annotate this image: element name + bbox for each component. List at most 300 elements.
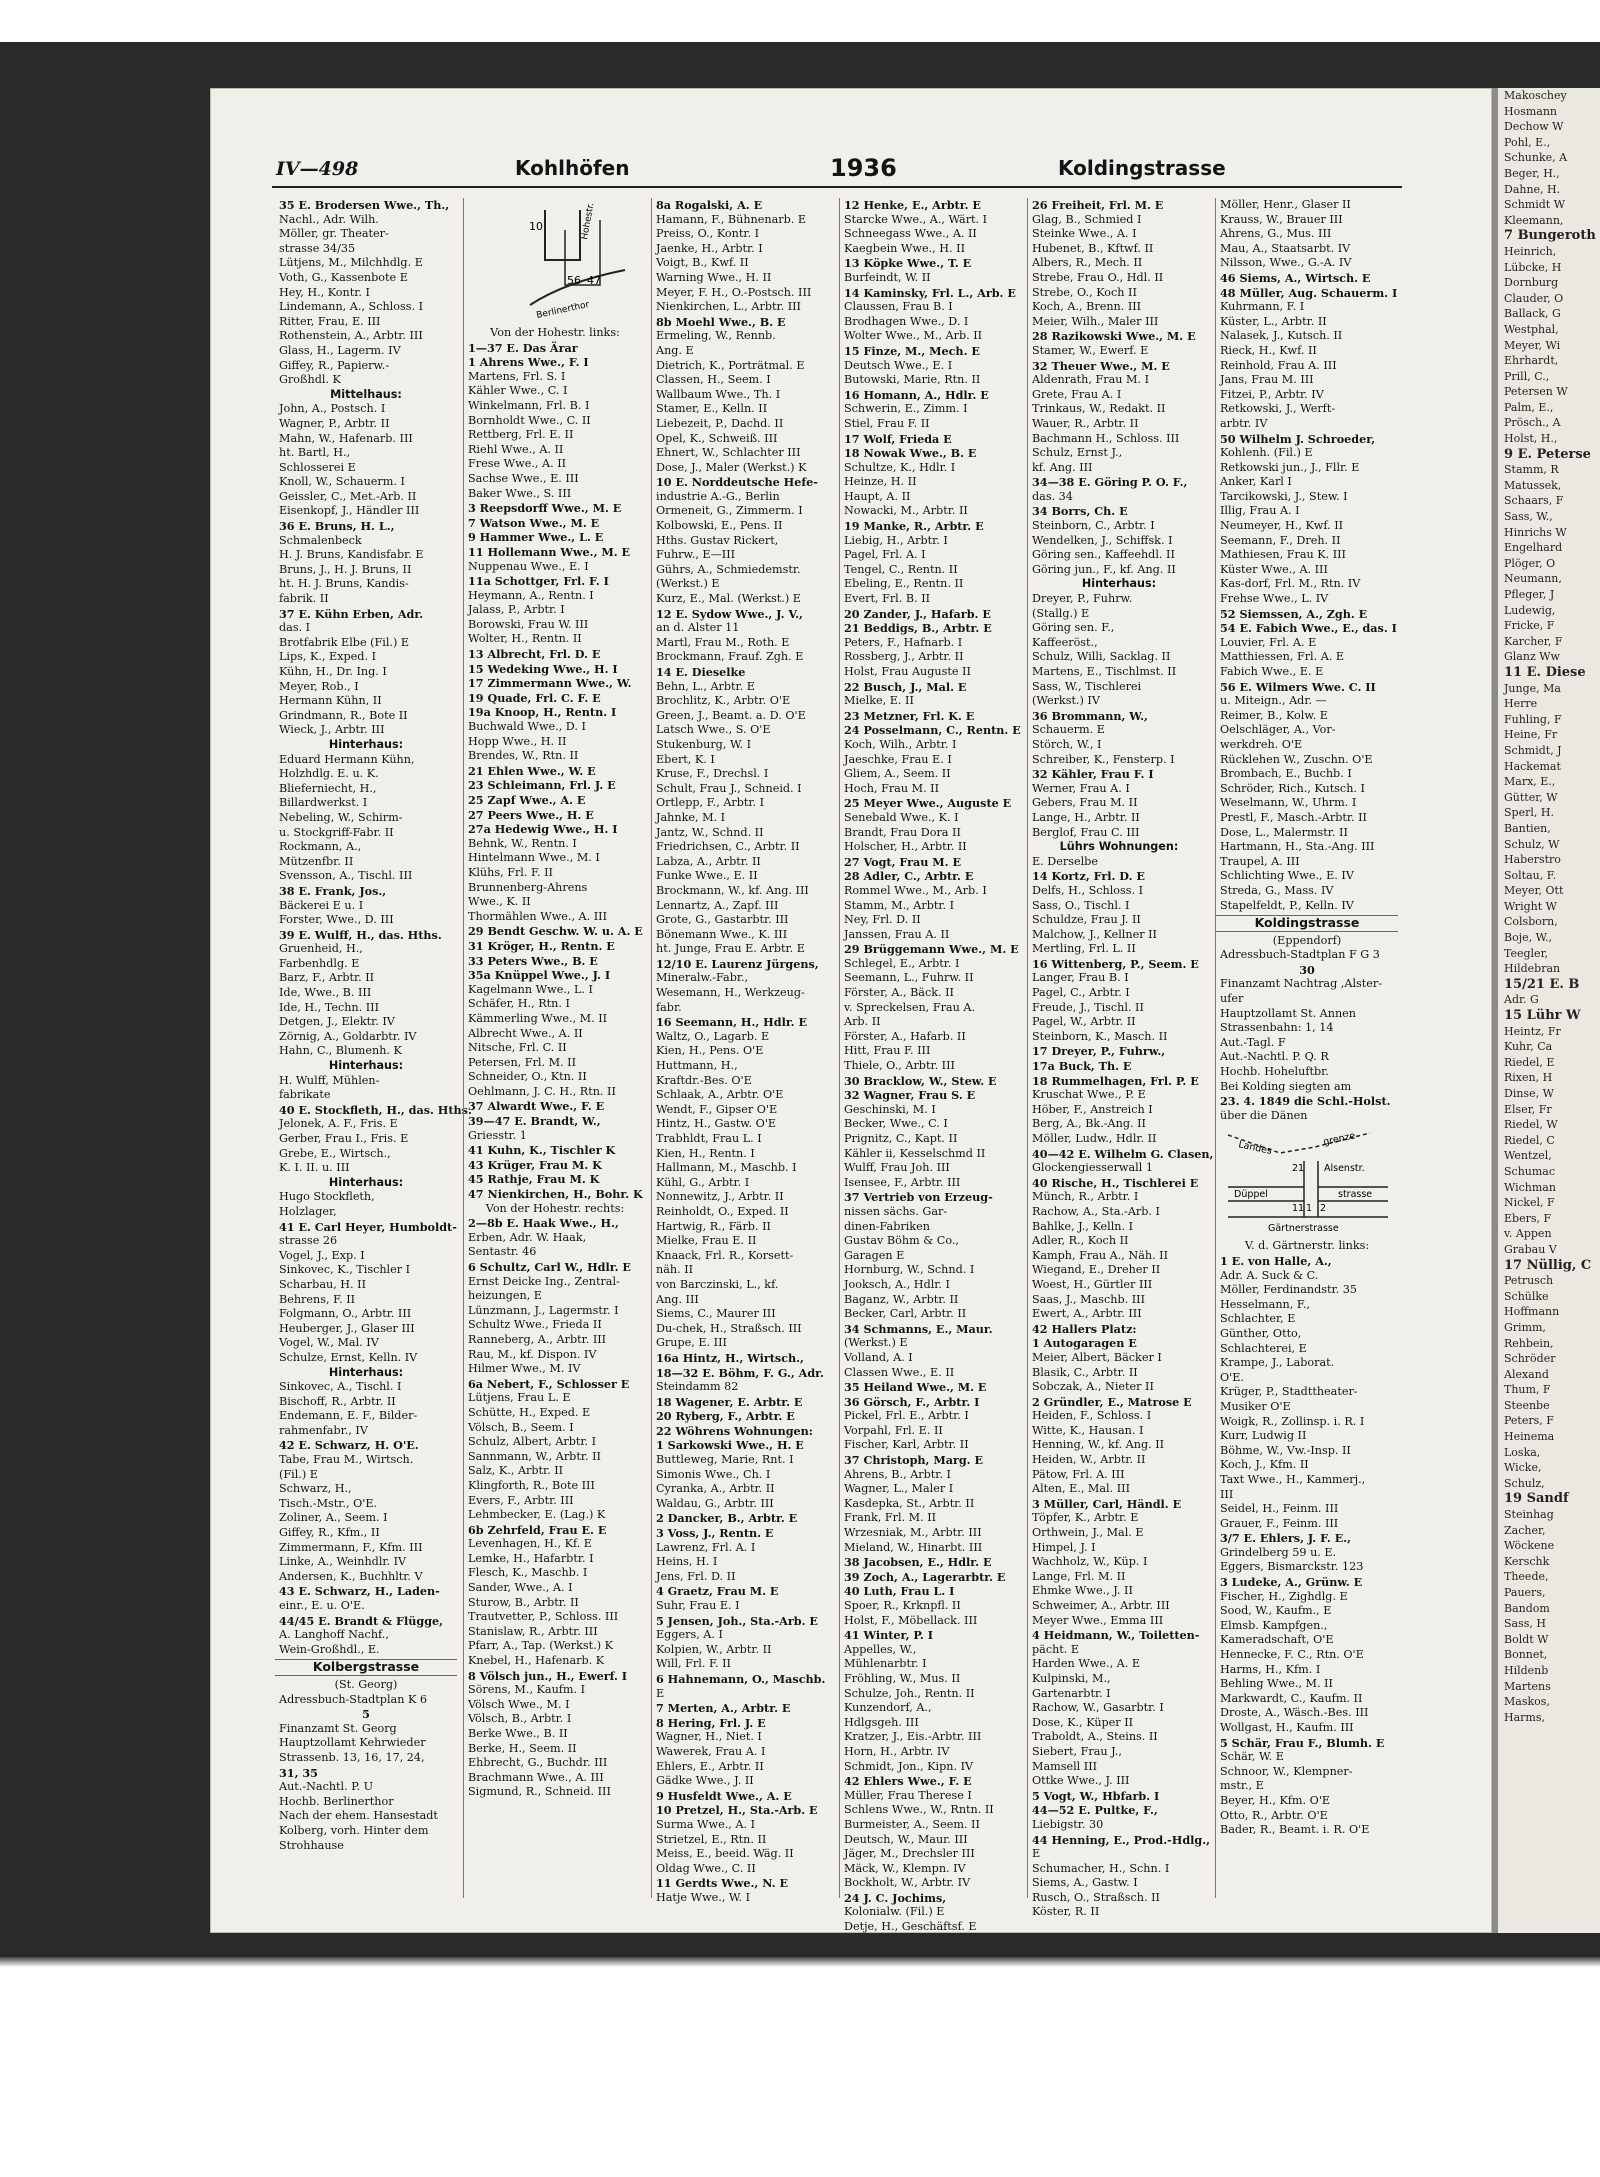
column-3 xyxy=(651,198,834,1904)
directory-entry: Ebert, K. I xyxy=(656,752,715,766)
directory-entry: 16a Hintz, H., Wirtsch., xyxy=(656,1350,804,1365)
directory-entry: Holst, Frau Auguste II xyxy=(844,665,971,678)
directory-entry: 7 Merten, A., Arbtr. E xyxy=(656,1701,791,1716)
directory-entry: Mathiesen, Frau K. III xyxy=(1220,548,1346,562)
directory-entry: 39 Zoch, A., Lagerarbtr. E xyxy=(844,1569,1006,1584)
street-heading: Koldingstrasse xyxy=(1216,915,1398,932)
directory-entry: 7 Watson Wwe., M. E xyxy=(468,515,600,530)
directory-entry: 35a Knüppel Wwe., J. I xyxy=(468,968,611,983)
directory-entry: Störch, W., I xyxy=(1032,737,1102,751)
directory-entry: Eggers, A. I xyxy=(656,1628,723,1642)
facing-page-entry: Lübcke, H xyxy=(1504,260,1562,274)
facing-page-entry: Dornburg xyxy=(1504,276,1559,290)
facing-page-entry: Colsborn, xyxy=(1504,915,1558,929)
directory-entry: 35 Heiland Wwe., M. E xyxy=(844,1380,987,1395)
directory-entry: Kähler ii, Kesselschmd II xyxy=(844,1146,986,1160)
directory-entry: Dose, L., Malermstr. II xyxy=(1220,825,1348,839)
directory-entry: Vogel, J., Exp. I xyxy=(279,1248,365,1262)
directory-entry: Levenhagen, H., Kf. E xyxy=(468,1537,592,1551)
directory-entry: 3/7 E. Ehlers, J. F. E., xyxy=(1220,1531,1352,1546)
directory-entry: Labza, A., Arbtr. II xyxy=(656,854,761,868)
directory-entry: 21 Ehlen Wwe., W. E xyxy=(468,763,596,778)
directory-entry: Droste, A., Wäsch.-Bes. III xyxy=(1220,1706,1369,1720)
directory-entry: Ehmke Wwe., J. II xyxy=(1032,1584,1133,1598)
directory-entry: Janssen, Frau A. II xyxy=(844,927,950,941)
directory-entry: 54 E. Fabich Wwe., E., das. I xyxy=(1220,621,1397,636)
directory-entry: Holscher, H., Arbtr. II xyxy=(844,840,967,854)
directory-entry: Schneider, O., Ktn. II xyxy=(468,1070,587,1084)
directory-entry: 17a Buck, Th. E xyxy=(1032,1059,1132,1074)
directory-entry: Rücklehen W., Zuschn. O'E xyxy=(1220,752,1373,766)
directory-entry: Geissler, C., Met.-Arb. II xyxy=(279,489,417,503)
facing-page-entry: Nickel, F xyxy=(1504,1196,1555,1210)
directory-entry: Delfs, H., Schloss. I xyxy=(1032,883,1144,897)
directory-entry: 43 Krüger, Frau M. K xyxy=(468,1157,602,1172)
directory-entry: Glass, H., Lagerm. IV xyxy=(279,343,401,357)
directory-entry: Eggers, Bismarckstr. 123 xyxy=(1220,1560,1364,1574)
directory-entry: Mittelhaus: xyxy=(330,387,402,401)
directory-entry: Rieck, H., Kwf. II xyxy=(1220,343,1317,357)
directory-entry: Thiele, O., Arbtr. III xyxy=(844,1059,955,1073)
directory-entry: Pfarr, A., Tap. (Werkst.) K xyxy=(468,1639,613,1653)
directory-entry: Martens, Frl. S. I xyxy=(468,369,566,383)
directory-entry: Appelles, W., xyxy=(844,1642,917,1656)
directory-entry: Wolter Wwe., M., Arb. II xyxy=(844,329,983,343)
directory-entry: Rommel Wwe., M., Arb. I xyxy=(844,883,987,897)
directory-entry: 39—47 E. Brandt, W., xyxy=(468,1114,601,1129)
directory-entry: Classen Wwe., E. II xyxy=(844,1365,955,1379)
directory-entry: 5 Schär, Frau F., Blumh. E xyxy=(1220,1735,1385,1750)
directory-entry: Burfeindt, W. II xyxy=(844,270,931,284)
map-label: Hohestr. xyxy=(580,201,597,241)
directory-entry: Butowski, Marie, Rtn. II xyxy=(844,373,981,387)
directory-entry: Zoliner, A., Seem. I xyxy=(279,1511,388,1525)
directory-entry: Schuldze, Frau J. II xyxy=(1032,913,1141,927)
directory-entry: Sass, O., Tischl. I xyxy=(1032,898,1130,912)
directory-entry: 18 Wagener, E. Arbtr. E xyxy=(656,1394,803,1409)
directory-entry: Langer, Frau B. I xyxy=(1032,971,1129,985)
directory-entry: Wendelken, J., Schiffsk. I xyxy=(1032,533,1173,547)
directory-entry: 38 Jacobsen, E., Hdlr. E xyxy=(844,1555,992,1570)
facing-page-entry: Hoffmann xyxy=(1504,1305,1560,1319)
directory-entry: Siems, C., Maurer III xyxy=(656,1307,776,1321)
directory-entry: 26 Freiheit, Frl. M. E xyxy=(1032,198,1164,212)
directory-entry: Völsch, B., Seem. I xyxy=(468,1420,574,1434)
directory-entry: Ottke Wwe., J. III xyxy=(1032,1774,1130,1788)
facing-page-entry: Kerschk xyxy=(1504,1554,1550,1568)
facing-page-entry: Schunke, A xyxy=(1504,151,1568,165)
facing-page-entry: Prill, C., xyxy=(1504,369,1550,383)
directory-entry: 16 Wittenberg, P., Seem. E xyxy=(1032,956,1199,971)
directory-entry: Jantz, W., Schnd. II xyxy=(656,825,764,839)
directory-entry: O'E. xyxy=(1220,1370,1244,1384)
directory-entry: Ermeling, W., Rennb. xyxy=(656,329,776,343)
directory-entry: Harms, H., Kfm. I xyxy=(1220,1662,1321,1676)
directory-entry: Farbenhdlg. E xyxy=(279,956,360,970)
directory-entry: Möller, Ferdinandstr. 35 xyxy=(1220,1283,1357,1297)
directory-entry: Stamm, M., Arbtr. I xyxy=(844,898,955,912)
directory-entry: Jäger, M., Drechsler III xyxy=(844,1847,975,1861)
map-label: Alsenstr. xyxy=(1324,1163,1365,1175)
directory-entry: Brochlitz, K., Arbtr. O'E xyxy=(656,694,791,708)
directory-entry: 28 Razikowski Wwe., M. E xyxy=(1032,329,1196,344)
directory-entry: Ang. III xyxy=(656,1292,699,1306)
directory-entry: 37 E. Kühn Erben, Adr. xyxy=(279,606,424,621)
directory-entry: Nilsson, Wwe., G.-A. IV xyxy=(1220,256,1352,270)
directory-entry: Kien, H., Pens. O'E xyxy=(656,1044,764,1058)
right-street-title: Koldingstrasse xyxy=(1058,156,1226,180)
directory-entry: Elmsb. Kampfgen., xyxy=(1220,1618,1328,1632)
directory-entry: Himpel, J. I xyxy=(1032,1540,1096,1554)
directory-entry: Jelonek, A. F., Fris. E xyxy=(279,1117,398,1131)
directory-entry: Frank, Frl. M. II xyxy=(844,1511,937,1525)
directory-entry: das. 34 xyxy=(1032,489,1073,503)
directory-entry: Schauerm. E xyxy=(1032,723,1105,737)
directory-entry: Grindmann, R., Bote II xyxy=(279,708,408,722)
map-label: Berlinerthor xyxy=(535,299,591,321)
directory-entry: Küster, L., Arbtr. II xyxy=(1220,314,1327,328)
running-header xyxy=(272,152,1402,188)
directory-entry: Thormählen Wwe., A. III xyxy=(468,909,608,923)
facing-page-entry: Plöger, O xyxy=(1504,556,1556,570)
directory-entry: Nowacki, M., Arbtr. II xyxy=(844,504,968,518)
directory-entry: (Werkst.) IV xyxy=(1032,694,1100,708)
facing-page-entry: Schröder xyxy=(1504,1352,1556,1366)
directory-entry: Wein-Großhdl., E. xyxy=(279,1642,380,1656)
directory-entry: Schneegass Wwe., A. II xyxy=(844,227,977,241)
map-label: Gärtnerstrasse xyxy=(1268,1223,1339,1235)
directory-entry: 1—37 E. Das Ärar xyxy=(468,340,578,355)
directory-entry: Neumeyer, H., Kwf. II xyxy=(1220,519,1344,533)
directory-entry: Kraftdr.-Bes. O'E xyxy=(656,1073,752,1087)
directory-entry: ufer xyxy=(1220,992,1244,1006)
directory-entry: 29 Brüggemann Wwe., M. E xyxy=(844,942,1019,957)
directory-entry: 1 Sarkowski Wwe., H. E xyxy=(656,1438,804,1453)
directory-entry: Hdlgsgeh. III xyxy=(844,1715,919,1729)
facing-page-entry: Adr. G xyxy=(1504,993,1539,1007)
directory-entry: 42 Ehlers Wwe., F. E xyxy=(844,1774,972,1789)
directory-entry: Krüger, P., Stadttheater- xyxy=(1220,1385,1358,1399)
directory-entry: werkdreh. O'E xyxy=(1220,737,1303,751)
facing-page-entry: Riedel, C xyxy=(1504,1133,1555,1147)
map-label: 21 xyxy=(1292,1163,1305,1175)
directory-entry: Hallmann, M., Maschb. I xyxy=(656,1161,797,1175)
directory-entry: von Barczinski, L., kf. xyxy=(656,1277,779,1291)
directory-entry: Gruenheid, H., xyxy=(279,942,363,956)
directory-entry: Krampe, J., Laborat. xyxy=(1220,1356,1335,1370)
facing-page-entry: Rehbein, xyxy=(1504,1336,1554,1350)
directory-entry: Deutsch, W., Maur. III xyxy=(844,1832,968,1846)
directory-entry: Salz, K., Arbtr. II xyxy=(468,1464,564,1478)
directory-entry: E xyxy=(1032,1847,1041,1861)
facing-page-entry: Schülke xyxy=(1504,1289,1549,1303)
directory-entry: Hinterhaus: xyxy=(1081,577,1157,591)
directory-entry: Berke Wwe., B. II xyxy=(468,1727,568,1740)
directory-entry: Frehse Wwe., L. IV xyxy=(1220,592,1329,606)
directory-entry: Pätow, Frl. A. III xyxy=(1032,1467,1125,1481)
directory-entry: Garagen E xyxy=(844,1248,905,1262)
directory-entry: Warning Wwe., H. II xyxy=(656,270,772,284)
directory-entry: 10 E. Norddeutsche Hefe- xyxy=(656,475,818,490)
column-1 xyxy=(275,198,472,1898)
directory-entry: 37 Vertrieb von Erzeug- xyxy=(844,1190,993,1205)
directory-entry: Kruse, F., Drechsl. I xyxy=(656,767,769,781)
directory-entry: Preiss, O., Kontr. I xyxy=(656,227,759,241)
directory-entry: Hey, H., Kontr. I xyxy=(279,285,370,299)
directory-entry: Wawerek, Frau A. I xyxy=(656,1744,766,1758)
directory-entry: Petersen, Frl. M. II xyxy=(468,1055,576,1069)
directory-entry: heizungen, E xyxy=(468,1289,542,1303)
directory-entry: 19 Quade, Frl. C. F. E xyxy=(468,690,601,705)
directory-entry: 9 Husfeldt Wwe., A. E xyxy=(656,1788,792,1803)
directory-entry: 20 Zander, J., Hafarb. E xyxy=(844,606,991,621)
directory-entry: Bachmann H., Schloss. III xyxy=(1032,431,1180,445)
directory-entry: Sinkovec, K., Tischler I xyxy=(279,1263,411,1277)
directory-entry: (Fil.) E xyxy=(279,1467,318,1481)
directory-entry: Woest, H., Gürtler III xyxy=(1032,1277,1153,1291)
directory-entry: Jooksch, A., Hdlr. I xyxy=(844,1277,950,1291)
directory-entry: Wrzesniak, M., Arbtr. III xyxy=(844,1526,982,1540)
directory-entry: 15 Wedeking Wwe., H. I xyxy=(468,661,618,676)
year-title: 1936 xyxy=(830,154,897,182)
directory-entry: 39 E. Wulff, H., das. Hths. xyxy=(279,927,442,942)
directory-entry: Holzlager, xyxy=(279,1204,337,1218)
facing-page-entry: Gütter, W xyxy=(1504,790,1558,804)
directory-entry: Steindamm 82 xyxy=(656,1380,739,1394)
directory-entry: Höber, F., Anstreich I xyxy=(1032,1102,1153,1116)
directory-entry: 23 Metzner, Frl. K. E xyxy=(844,708,975,723)
directory-entry: Ahrens, G., Mus. III xyxy=(1220,227,1332,241)
directory-entry: Hochb. Berlinerthor xyxy=(279,1794,394,1808)
facing-page-entry: Steenbe xyxy=(1504,1398,1550,1412)
directory-entry: 23 Schleimann, Frl. J. E xyxy=(468,778,616,793)
directory-entry: Friedrichsen, C., Arbtr. II xyxy=(656,840,800,854)
directory-entry: Lütjens, M., Milchhdlg. E xyxy=(279,256,423,270)
directory-entry: 52 Siemssen, A., Zgh. E xyxy=(1220,606,1368,621)
directory-entry: 22 Busch, J., Mal. E xyxy=(844,679,967,694)
directory-entry: Voigt, B., Kwf. II xyxy=(656,256,749,270)
directory-entry: Vogel, W., Mal. IV xyxy=(279,1336,379,1350)
directory-entry: Kagelmann Wwe., L. I xyxy=(468,982,593,996)
facing-page-entry: Ebers, F xyxy=(1504,1211,1552,1225)
directory-entry: Hartmann, H., Sta.-Ang. III xyxy=(1220,840,1375,854)
map-label: 1 xyxy=(1306,1203,1313,1215)
directory-entry: Tabe, Frau M., Wirtsch. xyxy=(279,1453,414,1467)
directory-entry: Holzhdlg. E. u. K. xyxy=(279,767,379,781)
directory-entry: Orthwein, J., Mal. E xyxy=(1032,1526,1144,1540)
directory-entry: Wieck, J., Arbtr. III xyxy=(279,723,385,737)
directory-entry: u. Miteign., Adr. — xyxy=(1220,694,1327,708)
directory-entry: Hinterhaus: xyxy=(328,1365,404,1379)
directory-entry: Grauer, F., Feinm. III xyxy=(1220,1516,1339,1530)
facing-page-entry: Schmidt, J xyxy=(1504,743,1562,757)
directory-entry: Reinholdt, O., Exped. II xyxy=(656,1204,789,1218)
directory-entry: Schlegel, E., Arbtr. I xyxy=(844,956,960,970)
directory-entry: Schwerin, E., Zimm. I xyxy=(844,402,968,416)
directory-entry: Bahlke, J., Kelln. I xyxy=(1032,1219,1134,1233)
directory-entry: Von der Hohestr. links: xyxy=(490,326,620,339)
facing-page-entry: Junge, Ma xyxy=(1504,681,1561,695)
directory-entry: Endemann, E. F., Bilder- xyxy=(279,1409,418,1423)
directory-entry: Schär, W. E xyxy=(1220,1750,1284,1764)
directory-entry: Meyer Wwe., Emma III xyxy=(1032,1613,1164,1627)
directory-entry: Reinhold, Frau A. III xyxy=(1220,358,1337,372)
directory-entry: Hubenet, B., Kftwf. II xyxy=(1032,241,1154,255)
directory-entry: Stanislaw, R., Arbtr. III xyxy=(468,1624,598,1638)
directory-entry: Detgen, J., Elektr. IV xyxy=(279,1015,395,1029)
directory-entry: Ritter, Frau, E. III xyxy=(279,314,381,328)
directory-entry: Ide, H., Techn. III xyxy=(279,1000,379,1014)
directory-entry: Claussen, Frau B. I xyxy=(844,300,953,314)
directory-entry: Fröhling, W., Mus. II xyxy=(844,1671,961,1685)
directory-entry: Forster, Wwe., D. III xyxy=(279,913,394,927)
directory-entry: 40 E. Stockfleth, H., das. Hths. xyxy=(279,1102,472,1117)
directory-entry: Kolonialw. (Fil.) E xyxy=(844,1905,945,1919)
directory-entry: Freude, J., Tischl. II xyxy=(1032,1000,1144,1014)
facing-page-entry: Steinhag xyxy=(1504,1508,1554,1522)
directory-entry: Griesstr. 1 xyxy=(468,1128,527,1142)
directory-entry: Rachow, W., Gasarbtr. I xyxy=(1032,1701,1164,1715)
directory-entry: Geschinski, M. I xyxy=(844,1102,936,1116)
directory-entry: E. Derselbe xyxy=(1032,854,1098,868)
map-label: 2 xyxy=(1320,1203,1327,1215)
directory-entry: Henning, W., kf. Ang. II xyxy=(1032,1438,1165,1452)
directory-entry: Witte, K., Hausan. I xyxy=(1032,1423,1144,1437)
directory-entry: Markwardt, C., Kaufm. II xyxy=(1220,1691,1363,1705)
directory-entry: Gebers, Frau M. II xyxy=(1032,796,1138,810)
directory-entry: Bischoff, R., Arbtr. II xyxy=(279,1394,396,1408)
directory-entry: Trabhldt, Frau L. I xyxy=(656,1132,762,1145)
directory-entry: Heymann, A., Rentn. I xyxy=(468,588,594,602)
directory-entry: Sinkovec, A., Tischl. I xyxy=(279,1380,402,1394)
facing-page-entry: Boje, W., xyxy=(1504,931,1552,945)
directory-entry: Bader, R., Beamt. i. R. O'E xyxy=(1220,1823,1370,1837)
directory-entry: Sood, W., Kaufm., E xyxy=(1220,1604,1332,1618)
directory-entry: Musiker O'E xyxy=(1220,1399,1291,1413)
directory-entry: Völsch, B., Arbtr. I xyxy=(468,1712,572,1726)
directory-entry: ht. H. J. Bruns, Kandis- xyxy=(279,577,409,591)
directory-entry: Albers, R., Mech. II xyxy=(1032,256,1143,270)
directory-entry: Buttleweg, Marie, Rnt. I xyxy=(656,1453,794,1467)
directory-entry: u. Stockgriff-Fabr. II xyxy=(279,825,394,839)
facing-page-entry: Prösch., A xyxy=(1504,416,1561,430)
directory-entry: Lange, H., Arbtr. II xyxy=(1032,810,1140,824)
directory-entry: 25 Zapf Wwe., A. E xyxy=(468,793,586,807)
directory-entry: 45 Rathje, Frau M. K xyxy=(468,1172,600,1187)
facing-page-entry: Makoschey xyxy=(1504,89,1567,102)
directory-entry: Eduard Hermann Kühn, xyxy=(279,752,415,766)
directory-entry: 42 E. Schwarz, H. O'E. xyxy=(279,1438,419,1453)
directory-entry: Stamer, W., Ewerf. E xyxy=(1032,343,1149,357)
directory-entry: 12 Henke, E., Arbtr. E xyxy=(844,198,981,212)
directory-entry: Jaeschke, Frau E. I xyxy=(844,752,952,766)
directory-entry: Grote, G., Gastarbtr. III xyxy=(656,913,789,927)
facing-page-entry: Soltau, F. xyxy=(1504,868,1557,882)
directory-entry: Hintelmann Wwe., M. I xyxy=(468,851,600,865)
directory-entry: 34—38 E. Göring P. O. F., xyxy=(1032,475,1188,490)
facing-page-entry: 7 Bungeroth xyxy=(1504,228,1596,244)
facing-page-entry: Heinema xyxy=(1504,1430,1555,1444)
directory-entry: Surma Wwe., A. I xyxy=(656,1817,756,1831)
directory-entry: arbtr. IV xyxy=(1220,416,1268,430)
directory-entry: Barz, F., Arbtr. II xyxy=(279,971,375,985)
directory-entry: Berke, H., Seem. II xyxy=(468,1741,577,1755)
directory-entry: Möller, Henr., Glaser II xyxy=(1220,198,1351,211)
directory-entry: E xyxy=(656,1686,665,1700)
directory-entry: Möller, gr. Theater- xyxy=(279,227,389,241)
facing-page-entry: Wright W xyxy=(1504,899,1557,913)
directory-entry: 13 Albrecht, Frl. D. E xyxy=(468,647,601,662)
directory-entry: Möller, Ludw., Hdlr. II xyxy=(1032,1132,1157,1145)
directory-entry: Bockholt, W., Arbtr. IV xyxy=(844,1876,971,1890)
facing-page-entry: Kleemann, xyxy=(1504,213,1564,227)
directory-entry: Ehnert, W., Schlachter III xyxy=(656,446,801,460)
directory-entry: Flesch, K., Maschb. I xyxy=(468,1566,588,1580)
facing-page-entry: Sperl, H. xyxy=(1504,806,1554,820)
directory-entry: Suhr, Frau E. I xyxy=(656,1599,740,1612)
directory-entry: Schütte, H., Exped. E xyxy=(468,1405,591,1419)
directory-entry: Berglof, Frau C. III xyxy=(1032,825,1140,839)
facing-page-entry: Neumann, xyxy=(1504,572,1562,586)
directory-entry: Kasdepka, St., Arbtr. II xyxy=(844,1496,975,1510)
directory-entry: Hitt, Frau F. III xyxy=(844,1044,931,1058)
directory-entry: Wollgast, H., Kaufm. III xyxy=(1220,1721,1354,1734)
directory-entry: Koch, Wilh., Arbtr. I xyxy=(844,737,957,751)
directory-entry: Ortlepp, F., Arbtr. I xyxy=(656,796,765,810)
directory-entry: Saas, J., Maschb. III xyxy=(1032,1292,1146,1306)
directory-entry: Kurr, Ludwig II xyxy=(1220,1429,1307,1443)
directory-entry: 23. 4. 1849 die Schl.-Holst. xyxy=(1220,1094,1391,1109)
directory-entry: Jahnke, M. I xyxy=(656,810,726,824)
directory-entry: Wagner, L., Maler I xyxy=(844,1482,954,1496)
scanner-edge-shadow xyxy=(0,1957,1600,1967)
directory-entry: Fuhrw., E—III xyxy=(656,548,736,562)
map-label: Landes xyxy=(1237,1139,1273,1158)
directory-entry: H. J. Bruns, Kandisfabr. E xyxy=(279,548,424,562)
directory-entry: Evert, Frl. B. II xyxy=(844,592,931,606)
directory-entry: Liebig, H., Arbtr. I xyxy=(844,533,948,547)
directory-entry: 21 Beddigs, B., Arbtr. E xyxy=(844,621,992,636)
directory-entry: Brockmann, Frauf. Zgh. E xyxy=(656,650,804,664)
directory-entry: (Eppendorf) xyxy=(1272,933,1342,947)
directory-entry: Schlens Wwe., W., Rntn. II xyxy=(844,1803,994,1817)
directory-entry: Nuppenau Wwe., E. I xyxy=(468,559,589,573)
directory-entry: Scharbau, H. II xyxy=(279,1277,367,1291)
directory-entry: Mineralw.-Fabr., xyxy=(656,971,749,985)
directory-entry: Von der Hohestr. rechts: xyxy=(485,1201,625,1215)
directory-entry: 3 Voss, J., Rentn. E xyxy=(656,1526,774,1541)
directory-entry: Ide, Wwe., B. III xyxy=(279,986,372,1000)
directory-entry: 36 Brommann, W., xyxy=(1032,708,1148,723)
street-heading: Kolbergstrasse xyxy=(275,1659,457,1676)
directory-entry: Green, J., Beamt. a. D. O'E xyxy=(656,708,806,722)
directory-entry: Malchow, J., Kellner II xyxy=(1032,927,1157,941)
facing-page-entry: Sass, H xyxy=(1504,1617,1546,1631)
directory-entry: 40 Luth, Frau L. I xyxy=(844,1584,955,1599)
directory-entry: Klühs, Frl. F. II xyxy=(468,865,553,879)
street-sketch-map xyxy=(1220,1125,1394,1235)
directory-entry: Taxt Wwe., H., Kammerj., xyxy=(1220,1472,1366,1486)
directory-entry: Müller, Frau Therese I xyxy=(844,1788,972,1802)
directory-entry: Strebe, O., Koch II xyxy=(1032,285,1137,299)
directory-entry: Riehl Wwe., A. II xyxy=(468,442,564,456)
directory-entry: Liebezeit, P., Dachd. II xyxy=(656,416,784,430)
map-label: Düppel xyxy=(1234,1189,1268,1201)
directory-entry: 31 Kröger, H., Rentn. E xyxy=(468,938,615,953)
directory-entry: Traboldt, A., Steins. II xyxy=(1032,1730,1158,1744)
facing-page-entry: Grimm, xyxy=(1504,1320,1546,1334)
directory-entry: Kolpien, W., Arbtr. II xyxy=(656,1642,772,1656)
